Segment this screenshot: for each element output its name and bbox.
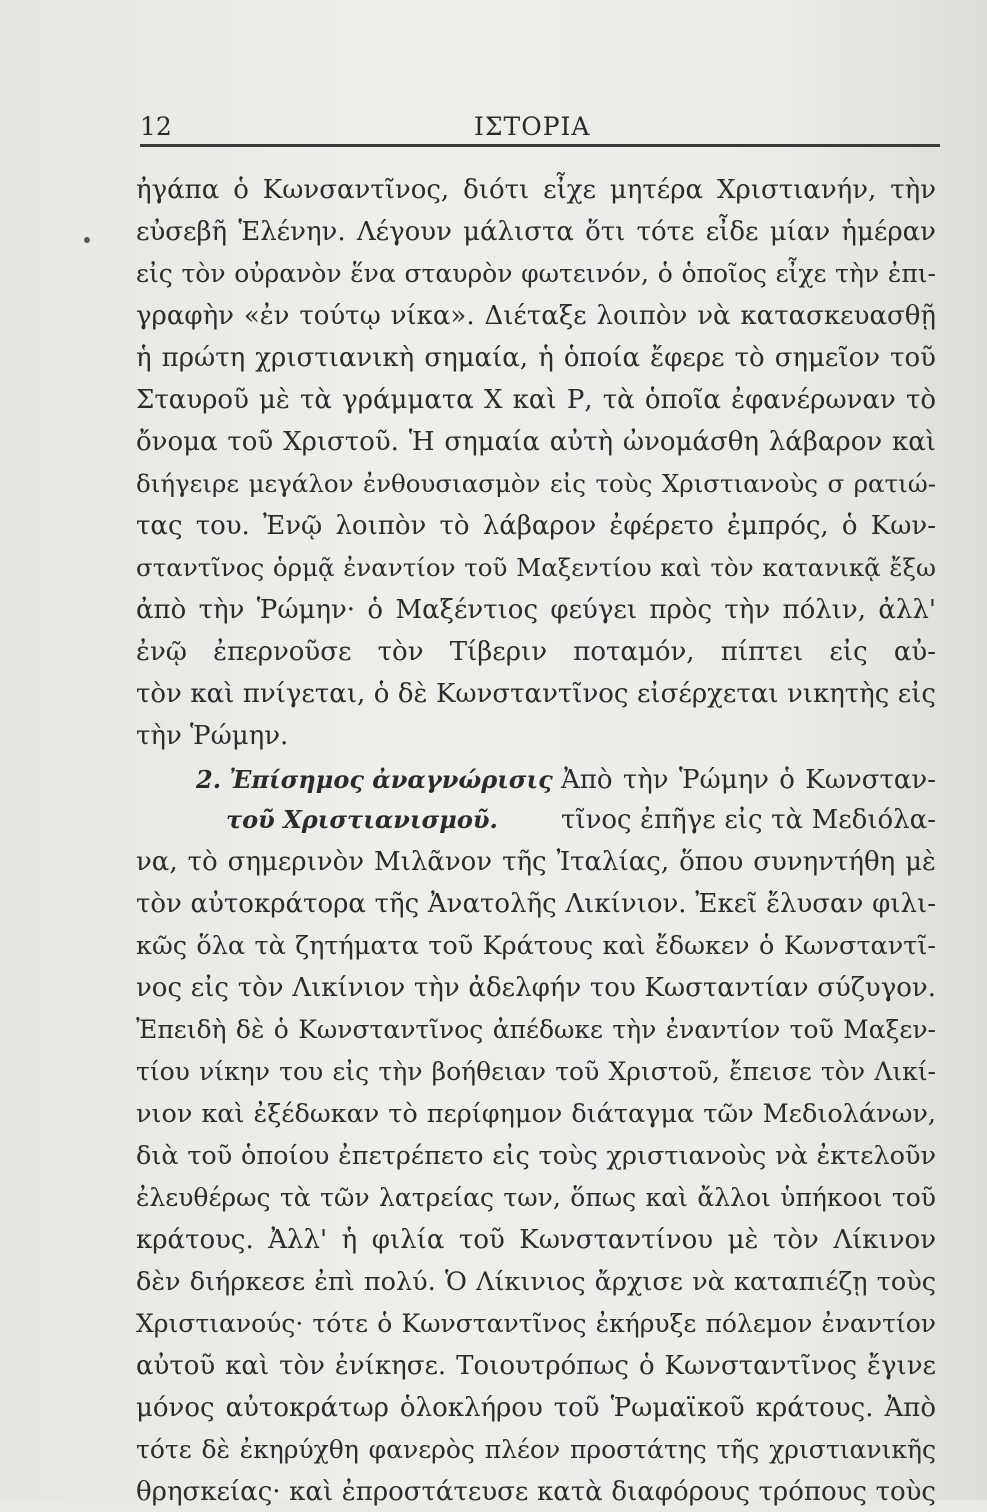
section-heading: 2. Ἐπίσημος ἀναγνώρισις: [196, 765, 553, 794]
text-line: σταντῖνος ὁρμᾷ ἐναντίον τοῦ Μαξεντίου καὶ τὸν κατανικᾷ ἔξω: [136, 553, 936, 582]
text-line: νιον καὶ ἐξέδωκαν τὸ περίφημον διάταγμα τῶν Μεδιολάνων,: [136, 1099, 936, 1129]
text-line: ἠγάπα ὁ Κωνσαντῖνος, διότι εἶχε μητέρα Χριστιανήν, τὴν: [136, 175, 936, 205]
section-text-line: τῖνος ἐπῆγε εἰς τὰ Μεδιόλα-: [561, 805, 936, 835]
text-line: ἐνῷ ἐπερνοῦσε τὸν Τίβεριν ποταμόν, πίπτει εἰς αὐ-: [136, 637, 936, 667]
text-line: ἡ πρώτη χριστιανικὴ σημαία, ἡ ὁποία ἔφερε τὸ σημεῖον τοῦ: [136, 343, 936, 373]
text-line: εὐσεβῆ Ἑλένην. Λέγουν μάλιστα ὅτι τότε εἶδε μίαν ἡμέραν: [136, 217, 936, 247]
text-line: εἰς τὸν οὐρανὸν ἕνα σταυρὸν φωτεινόν, ὁ ὁποῖος εἶχε τὴν ἐπι-: [136, 259, 936, 288]
text-line: κράτους. Ἀλλ' ἡ φιλία τοῦ Κωνσταντίνου μὲ τὸν Λίκινον: [136, 1225, 936, 1255]
text-line: διὰ τοῦ ὁποίου ἐπετρέπετο εἰς τοὺς χριστιανοὺς νὰ ἐκτελοῦν: [136, 1141, 936, 1171]
text-line: τότε δὲ ἐκηρύχθη φανερὸς πλέον προστάτης τῆς χριστιανικῆς: [136, 1435, 936, 1464]
text-line: ἀπὸ τὴν Ῥώμην· ὁ Μαξέντιος φεύγει πρὸς τὴν πόλιν, ἀλλ': [136, 595, 936, 625]
text-line: θρησκείας· καὶ ἐπροστάτευσε κατὰ διαφόρους τρόπους τοὺς: [136, 1477, 936, 1507]
text-line: να, τὸ σημερινὸν Μιλᾶνον τῆς Ἰταλίας, ὅπου συνηντήθη μὲ: [136, 847, 936, 877]
text-line: διήγειρε μεγάλον ἐνθουσιασμὸν εἰς τοὺς Χριστιανοὺς σ ρατιώ-: [136, 469, 936, 498]
text-line: νος εἰς τὸν Λικίνιον τὴν ἀδελφήν του Κωσταντίαν σύζυγον.: [136, 973, 936, 1003]
running-title: ΙΣΤΟΡΙΑ: [474, 112, 591, 141]
margin-dot-mark: [84, 237, 90, 243]
text-line: δὲν διήρκεσε ἐπὶ πολύ. Ὁ Λίκινιος ἄρχισε νὰ καταπιέζῃ τοὺς: [136, 1267, 936, 1297]
text-line: αὐτοῦ καὶ τὸν ἐνίκησε. Τοιουτρόπως ὁ Κωνσταντῖνος ἔγινε: [136, 1351, 936, 1381]
text-line: τὴν Ῥώμην.: [136, 721, 289, 751]
page-number: 12: [140, 112, 172, 141]
header-rule: [140, 144, 940, 147]
text-line: Χριστιανούς· τότε ὁ Κωνσταντῖνος ἐκήρυξε πόλεμον ἐναντίον: [136, 1309, 936, 1338]
text-line: μόνος αὐτοκράτωρ ὁλοκλήρου τοῦ Ῥωμαϊκοῦ κράτους. Ἀπὸ: [136, 1393, 936, 1423]
text-line: κῶς ὅλα τὰ ζητήματα τοῦ Κράτους καὶ ἔδωκεν ὁ Κωνσταντῖ-: [136, 931, 936, 961]
text-line: ἐλευθέρως τὰ τῶν λατρείας των, ὅπως καὶ ἄλλοι ὑπήκοοι τοῦ: [136, 1183, 936, 1212]
text-line: Σταυροῦ μὲ τὰ γράμματα Χ καὶ Ρ, τὰ ὁποῖα ἐφανέρωναν τὸ: [136, 385, 936, 415]
page-header: [140, 104, 940, 148]
section-heading-continued: τοῦ Χριστιανισμοῦ.: [226, 805, 498, 834]
text-line: γραφὴν «ἐν τούτῳ νίκα». Διέταξε λοιπὸν νὰ κατασκευασθῇ: [136, 301, 936, 331]
section-text-line: Ἀπὸ τὴν Ῥώμην ὁ Κωνσταν-: [561, 765, 936, 795]
text-line: τίου νίκην του εἰς τὴν βοήθειαν τοῦ Χριστοῦ, ἔπεισε τὸν Λικί-: [136, 1057, 936, 1086]
text-line: τας του. Ἐνῷ λοιπὸν τὸ λάβαρον ἐφέρετο ἐμπρός, ὁ Κων-: [136, 511, 936, 541]
text-line: Ἐπειδὴ δὲ ὁ Κωνσταντῖνος ἀπέδωκε τὴν ἐναντίον τοῦ Μαξεν-: [136, 1015, 936, 1044]
text-line: ὄνομα τοῦ Χριστοῦ. Ἡ σημαία αὐτὴ ὠνομάσθη λάβαρον καὶ: [136, 427, 936, 457]
text-line: τὸν αὐτοκράτορα τῆς Ἀνατολῆς Λικίνιον. Ἐκεῖ ἔλυσαν φιλι-: [136, 889, 936, 919]
text-line: τὸν καὶ πνίγεται, ὁ δὲ Κωνσταντῖνος εἰσέρχεται νικητὴς εἰς: [136, 679, 936, 709]
